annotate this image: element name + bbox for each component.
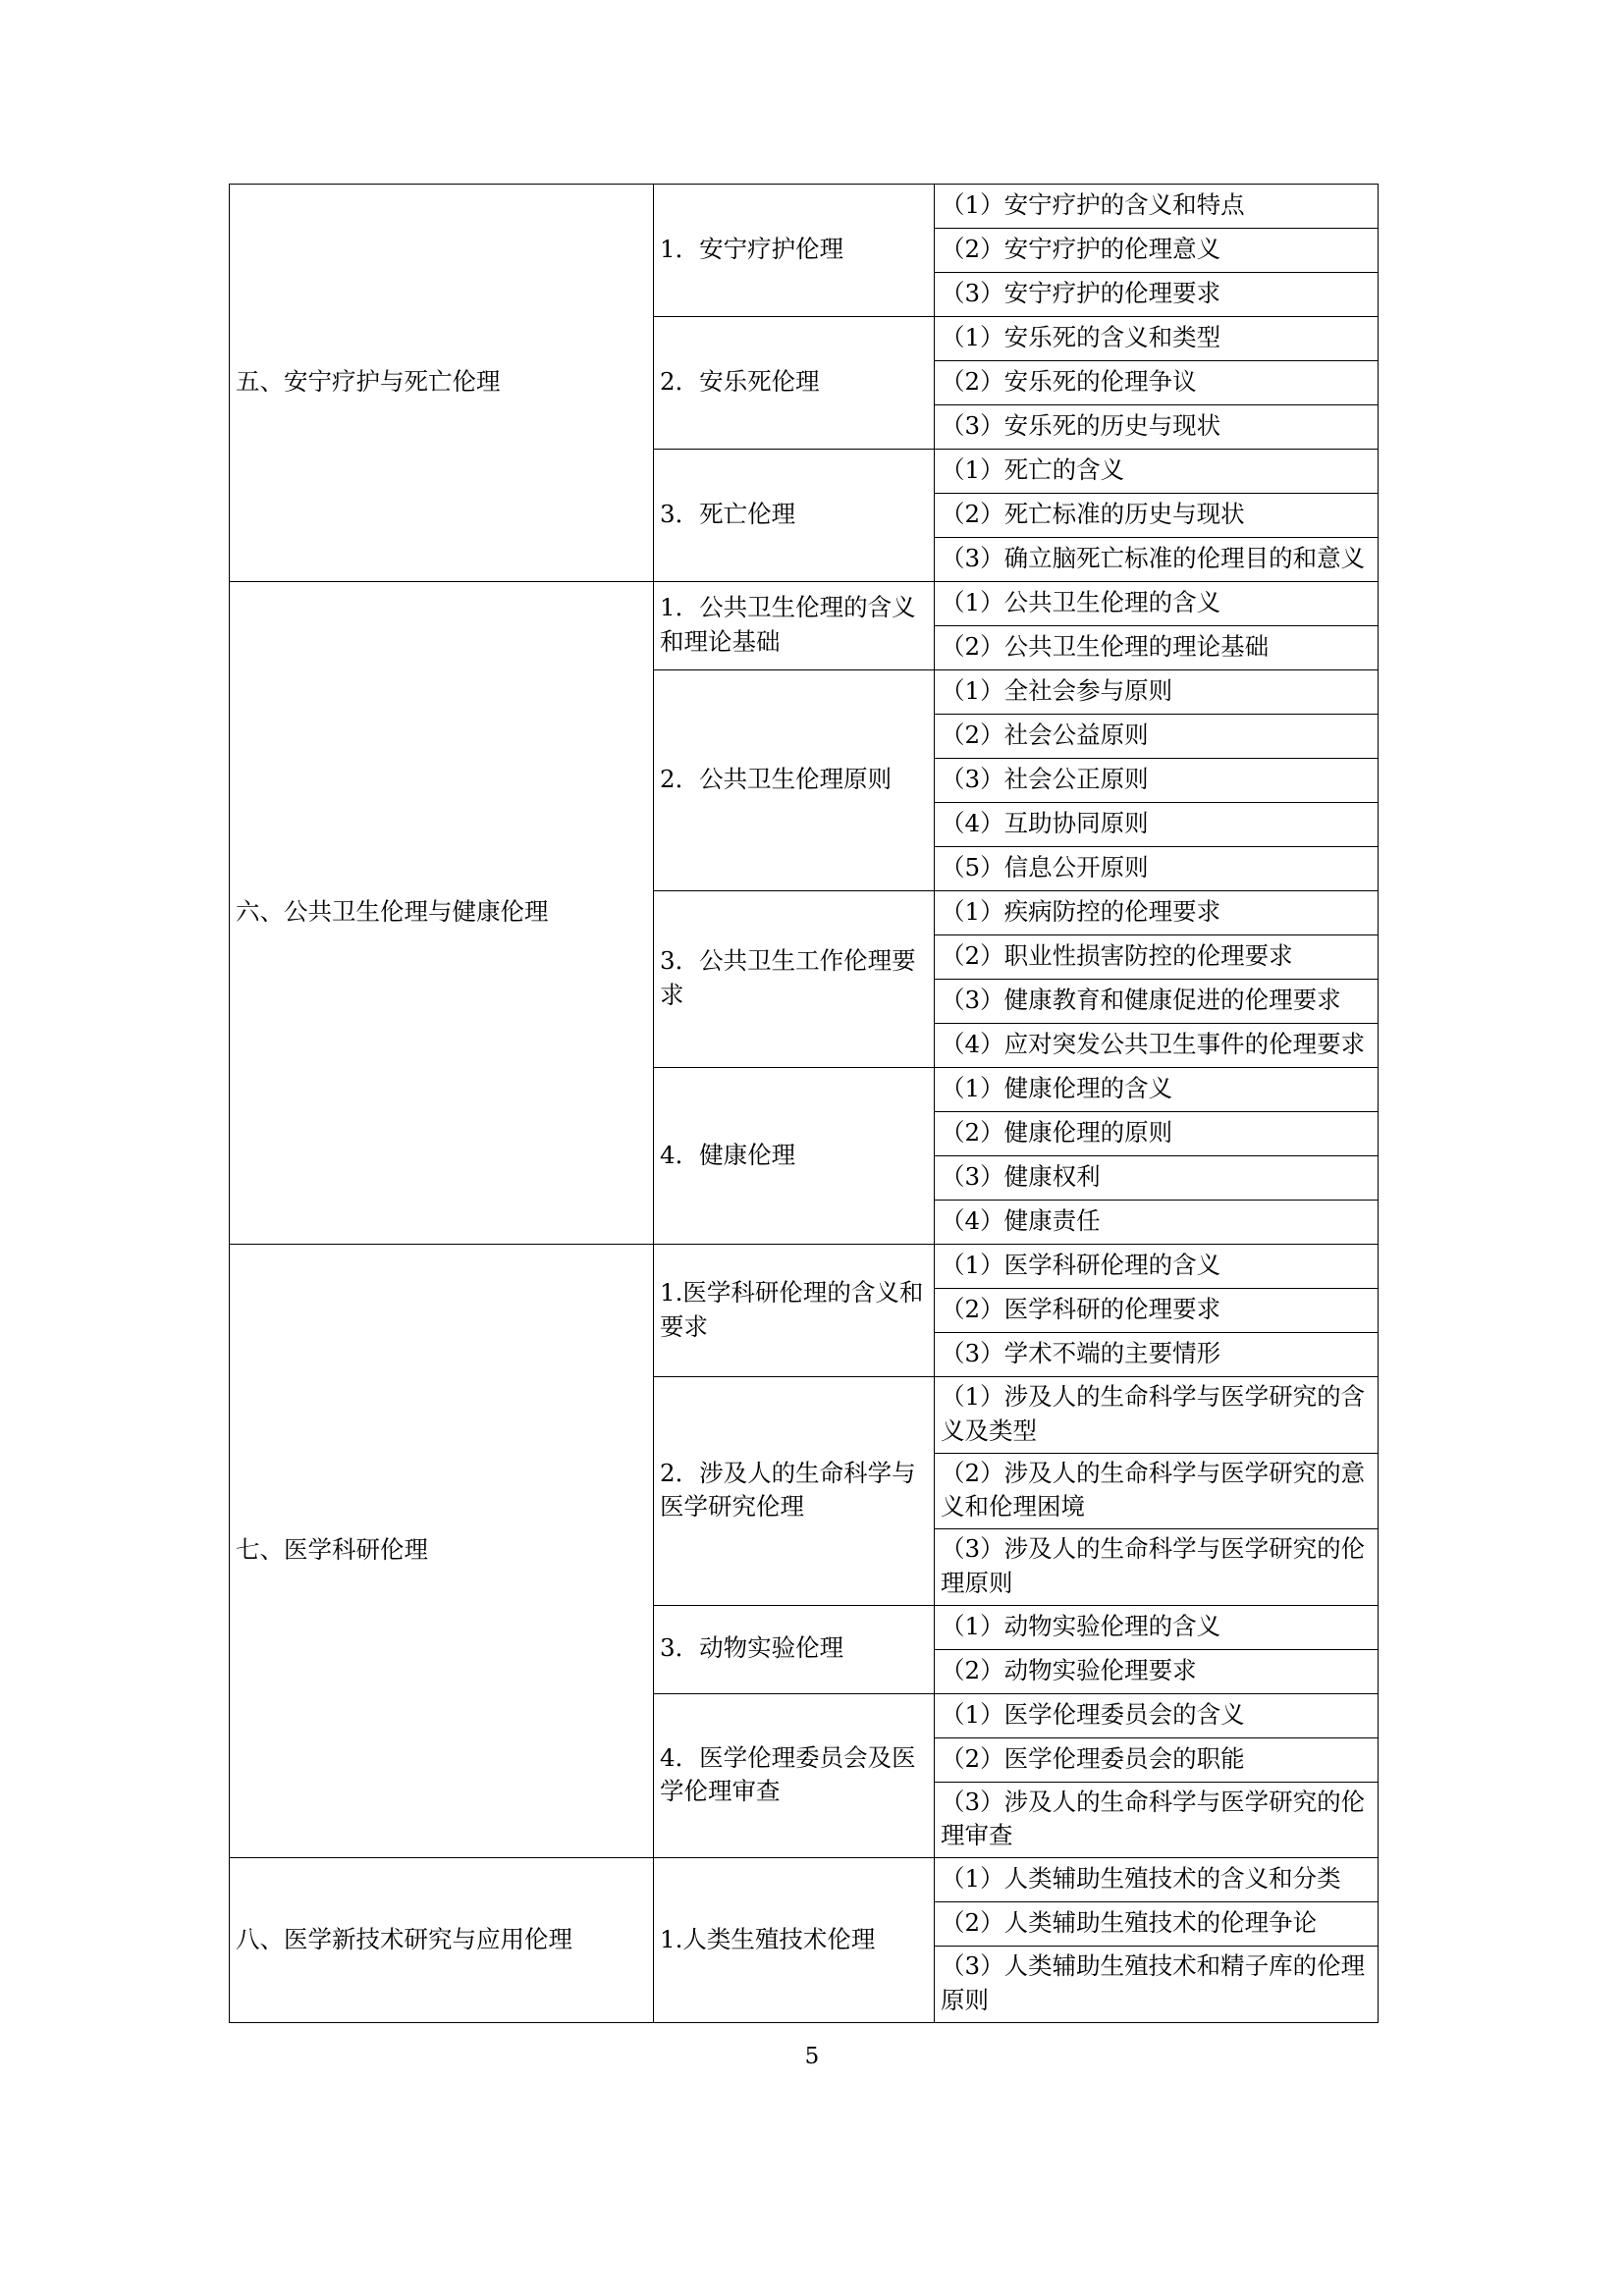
topic-cell: 1．安宁疗护伦理 — [654, 185, 935, 317]
syllabus-table-body — [230, 185, 1379, 2023]
point-cell: （2）社会公益原则 — [935, 715, 1379, 759]
point-cell: （3）社会公正原则 — [935, 759, 1379, 803]
point-cell: （1）医学科研伦理的含义 — [935, 1245, 1379, 1289]
topic-cell: 1．公共卫生伦理的含义和理论基础 — [654, 582, 935, 670]
table-row — [230, 582, 1379, 626]
section-title-cell: 六、公共卫生伦理与健康伦理 — [230, 582, 654, 1245]
topic-cell: 2．安乐死伦理 — [654, 317, 935, 450]
topic-cell: 2．涉及人的生命科学与医学研究伦理 — [654, 1377, 935, 1606]
topic-cell: 3．动物实验伦理 — [654, 1605, 935, 1693]
section-title-cell: 八、医学新技术研究与应用伦理 — [230, 1858, 654, 2023]
topic-cell: 2．公共卫生伦理原则 — [654, 670, 935, 891]
point-cell: （3）涉及人的生命科学与医学研究的伦理审查 — [935, 1782, 1379, 1858]
point-cell: （2）职业性损害防控的伦理要求 — [935, 935, 1379, 980]
point-cell: （1）安宁疗护的含义和特点 — [935, 185, 1379, 229]
point-cell: （3）健康权利 — [935, 1156, 1379, 1201]
point-cell: （1）死亡的含义 — [935, 450, 1379, 494]
point-cell: （2）死亡标准的历史与现状 — [935, 494, 1379, 538]
topic-cell: 3．公共卫生工作伦理要求 — [654, 891, 935, 1068]
point-cell: （1）公共卫生伦理的含义 — [935, 582, 1379, 626]
point-cell: （2）公共卫生伦理的理论基础 — [935, 626, 1379, 670]
topic-cell: 3．死亡伦理 — [654, 450, 935, 582]
point-cell: （1）全社会参与原则 — [935, 670, 1379, 715]
topic-cell: 4．健康伦理 — [654, 1068, 935, 1245]
point-cell: （2）安乐死的伦理争议 — [935, 361, 1379, 405]
point-cell: （1）人类辅助生殖技术的含义和分类 — [935, 1858, 1379, 1902]
point-cell: （3）安乐死的历史与现状 — [935, 405, 1379, 450]
point-cell: （3）健康教育和健康促进的伦理要求 — [935, 980, 1379, 1024]
point-cell: （1）健康伦理的含义 — [935, 1068, 1379, 1112]
point-cell: （4）互助协同原则 — [935, 803, 1379, 847]
table-row — [230, 1245, 1379, 1289]
topic-cell: 1.人类生殖技术伦理 — [654, 1858, 935, 2023]
section-title-cell: 五、安宁疗护与死亡伦理 — [230, 185, 654, 582]
point-cell: （3）涉及人的生命科学与医学研究的伦理原则 — [935, 1529, 1379, 1606]
point-cell: （2）人类辅助生殖技术的伦理争论 — [935, 1902, 1379, 1947]
point-cell: （4）健康责任 — [935, 1201, 1379, 1245]
syllabus-table-container — [229, 184, 1378, 2023]
page-number: 5 — [804, 2044, 820, 2069]
point-cell: （2）涉及人的生命科学与医学研究的意义和伦理困境 — [935, 1453, 1379, 1529]
section-title-cell: 七、医学科研伦理 — [230, 1245, 654, 1858]
point-cell: （3）确立脑死亡标准的伦理目的和意义 — [935, 538, 1379, 582]
topic-cell: 1.医学科研伦理的含义和要求 — [654, 1245, 935, 1377]
point-cell: （2）医学科研的伦理要求 — [935, 1289, 1379, 1333]
point-cell: （2）健康伦理的原则 — [935, 1112, 1379, 1156]
point-cell: （1）安乐死的含义和类型 — [935, 317, 1379, 361]
point-cell: （1）动物实验伦理的含义 — [935, 1605, 1379, 1649]
table-row — [230, 1858, 1379, 1902]
point-cell: （2）医学伦理委员会的职能 — [935, 1737, 1379, 1782]
point-cell: （3）安宁疗护的伦理要求 — [935, 273, 1379, 317]
point-cell: （1）医学伦理委员会的含义 — [935, 1693, 1379, 1737]
point-cell: （2）安宁疗护的伦理意义 — [935, 229, 1379, 273]
syllabus-table — [229, 184, 1379, 2023]
point-cell: （3）人类辅助生殖技术和精子库的伦理原则 — [935, 1947, 1379, 2023]
point-cell: （2）动物实验伦理要求 — [935, 1649, 1379, 1693]
point-cell: （1）疾病防控的伦理要求 — [935, 891, 1379, 935]
table-row — [230, 185, 1379, 229]
point-cell: （1）涉及人的生命科学与医学研究的含义及类型 — [935, 1377, 1379, 1454]
topic-cell: 4．医学伦理委员会及医学伦理审查 — [654, 1693, 935, 1858]
point-cell: （3）学术不端的主要情形 — [935, 1333, 1379, 1377]
point-cell: （4）应对突发公共卫生事件的伦理要求 — [935, 1024, 1379, 1068]
point-cell: （5）信息公开原则 — [935, 847, 1379, 891]
